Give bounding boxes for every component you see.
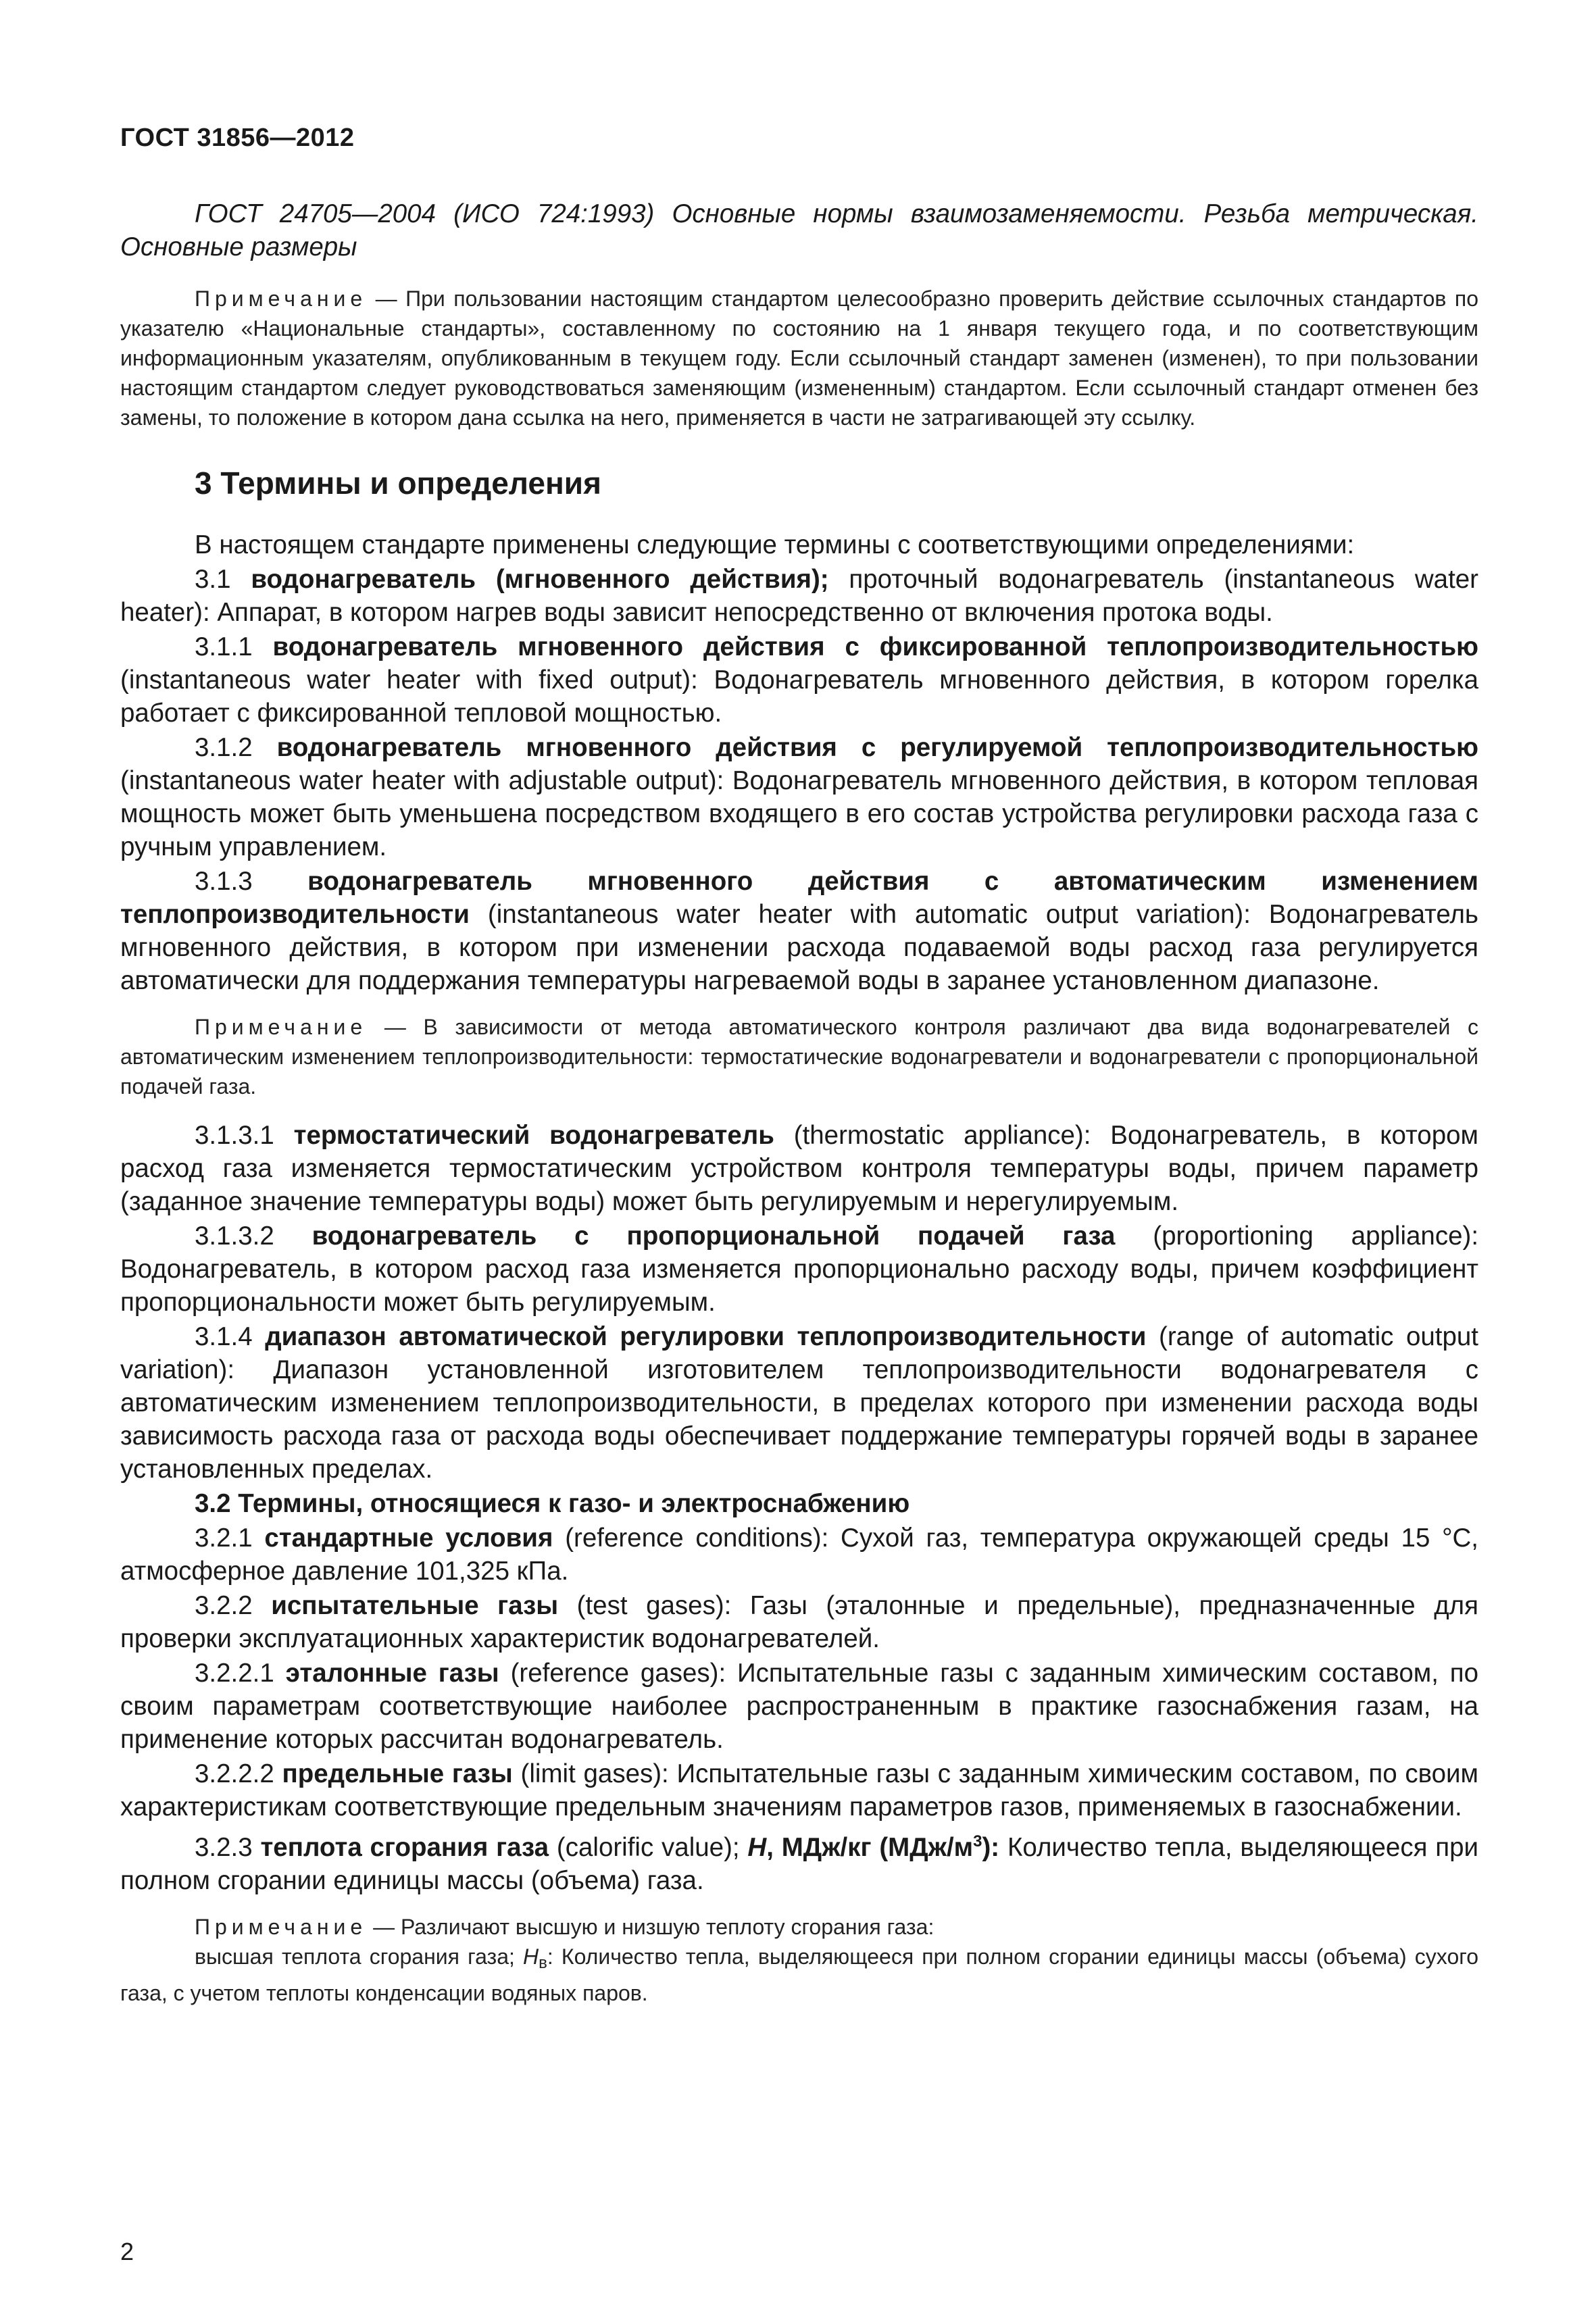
term-name: стандартные условия	[264, 1524, 553, 1553]
term-3-1	[120, 563, 1478, 629]
note-label: Примечание	[195, 1015, 368, 1039]
note-label: Примечание	[195, 286, 368, 311]
term-3-1-1	[120, 630, 1478, 730]
term-name: водонагреватель мгновенного действия с регулируемой теплопроизводительностью	[276, 733, 1478, 762]
term-name: предельные газы	[282, 1759, 513, 1788]
term-name: эталонные газы	[285, 1659, 499, 1688]
term-definition: (thermostatic appliance): Водонагреватель, в котором расход газа изменяется термостатическим устройством контроля температуры воды, причем параметр (заданное значение температуры воды) может быть регулируемым и нерегулируемым.	[120, 1121, 1478, 1216]
term-3-1-4	[120, 1320, 1478, 1486]
term-3-1-2	[120, 731, 1478, 863]
term-number: 3.2.1	[195, 1524, 265, 1553]
term-name: водонагреватель с пропорциональной подачей газа	[311, 1222, 1116, 1251]
page-number: 2	[120, 2238, 134, 2265]
subsection-heading: 3.2 Термины, относящиеся к газо- и электроснабжению	[195, 1489, 910, 1518]
term-definition: (reference gases): Испытательные газы с заданным химическим составом, по своим параметрам соответствующие наиболее распространенным в практике газоснабжения газам, на применение которых рассчитан водонагреватель.	[120, 1659, 1479, 1754]
term-definition: (instantaneous water heater with adjustable output): Водонагреватель мгновенного действия, в котором тепловая мощность может быть уменьшена посредством входящего в его состав устройства регулировки расхода газа с ручным управлением.	[120, 766, 1478, 861]
note-label: Примечание	[195, 1915, 368, 1939]
term-units-close: ):	[982, 1833, 1000, 1862]
spacer	[120, 999, 1478, 1012]
term-name: диапазон автоматической регулировки теплопроизводительности	[265, 1322, 1147, 1351]
term-units-superscript: 3	[973, 1832, 982, 1851]
term-definition: (range of automatic output variation): Диапазон установленной изготовителем теплопроизводительности водонагревателя с автоматическим изменением теплопроизводительности, в пределах которого при изменении расхода воды зависимость расхода газа от расхода воды обеспечивает поддержание температуры горячей воды в заранее установленных пределах.	[120, 1322, 1479, 1484]
term-number: 3.1.1	[195, 632, 273, 661]
term-name: испытательные газы	[271, 1591, 559, 1620]
term-name: термостатический водонагреватель	[293, 1121, 774, 1150]
note-calorific-value	[120, 1912, 1478, 1942]
normative-reference: ГОСТ 24705—2004 (ИСО 724:1993) Основные нормы взаимозаменяемости. Резьба метрическая. Основные размеры	[120, 199, 1478, 261]
term-english: (calorific value);	[549, 1833, 748, 1862]
note-symbol-subscript: в	[539, 1954, 547, 1972]
term-symbol: H	[747, 1833, 767, 1862]
term-definition: (instantaneous water heater with automatic output variation): Водонагреватель мгновенного действия, в котором при изменении расхода подаваемой воды расход газа регулируется автоматически для поддержания температуры нагреваемой воды в заранее установленном диапазоне.	[120, 900, 1478, 995]
term-number: 3.2.3	[195, 1833, 261, 1862]
note-text: — При пользовании настоящим стандартом целесообразно проверить действие ссылочных стандартов по указателю «Национальные стандарты», составленному по состоянию на 1 января текущего года, и по соответствующим информационным указателям, опубликованным в текущем году. Если ссылочный стандарт заменен (изменен), то при пользовании настоящим стандартом следует руководствоваться заменяющим (измененным) стандартом. Если ссылочный стандарт отменен без замены, то положение в котором дана ссылка на него, применяется в части не затрагивающей эту ссылку.	[120, 286, 1478, 430]
note-symbol: H	[523, 1944, 539, 1969]
term-name: теплота сгорания газа	[260, 1833, 549, 1862]
term-definition: (test gases): Газы (эталонные и предельные), предназначенные для проверки эксплуатационных характеристик водонагревателей.	[120, 1591, 1478, 1653]
term-name: водонагреватель мгновенного действия с фиксированной теплопроизводительностью	[272, 632, 1478, 661]
term-definition: (proportioning appliance): Водонагреватель, в котором расход газа изменяется пропорционально расходу воды, причем коэффициент пропорциональности может быть регулируемым.	[120, 1222, 1479, 1317]
term-number: 3.2.2	[195, 1591, 272, 1620]
section-heading: 3 Термины и определения	[195, 466, 601, 501]
note-line2-start: высшая теплота сгорания газа;	[195, 1944, 524, 1969]
spacer	[120, 1101, 1478, 1119]
document-id-header: ГОСТ 31856—2012	[120, 124, 355, 152]
term-name: водонагреватель (мгновенного действия);	[251, 565, 829, 594]
note-referenced-standards	[120, 284, 1478, 432]
term-3-2-1	[120, 1521, 1478, 1588]
spacer	[120, 1898, 1478, 1912]
note-line2-end: : Количество тепла, выделяющееся при полном сгорании единицы массы (объема) сухого газа, с учетом теплоты конденсации водяных паров.	[120, 1944, 1479, 2005]
term-number: 3.1.3	[195, 867, 308, 896]
term-3-2-2	[120, 1589, 1478, 1655]
term-3-2-2-2	[120, 1757, 1478, 1823]
term-3-1-3	[120, 865, 1478, 997]
term-number: 3.2.2.1	[195, 1659, 286, 1688]
term-definition: проточный водонагреватель (instantaneous water heater): Аппарат, в котором нагрев воды зависит непосредственно от включения протока воды.	[120, 565, 1478, 627]
term-name: водонагреватель мгновенного действия с автоматическим изменением теплопроизводительности	[120, 867, 1479, 929]
term-number: 3.1.2	[195, 733, 277, 762]
term-number: 3.1.3.2	[195, 1222, 312, 1251]
section-intro: В настоящем стандарте применены следующие термины с соответствующими определениями:	[195, 530, 1355, 559]
term-number: 3.1.3.1	[195, 1121, 294, 1150]
term-definition: (instantaneous water heater with fixed output): Водонагреватель мгновенного действия, в котором горелка работает с фиксированной тепловой мощностью.	[120, 665, 1478, 728]
term-3-1-3-2	[120, 1219, 1478, 1319]
term-3-2-2-1	[120, 1657, 1478, 1756]
term-3-1-3-1	[120, 1119, 1478, 1218]
page-content	[120, 197, 1478, 2008]
term-definition: (limit gases): Испытательные газы с заданным химическим составом, по своим характеристикам соответствующие предельным значениям параметров газов, применяемых в газоснабжении.	[120, 1759, 1478, 1821]
term-number: 3.1	[195, 565, 251, 594]
note-text: — В зависимости от метода автоматического контроля различают два вида водонагревателей с автоматическим изменением теплопроизводительности: термостатические водонагреватели и водонагреватели с пропорциональной подачей газа.	[120, 1015, 1478, 1099]
note-calorific-value-line2	[120, 1942, 1478, 2008]
term-number: 3.2.2.2	[195, 1759, 282, 1788]
note-automatic-control	[120, 1012, 1478, 1101]
note-text: — Различают высшую и низшую теплоту сгорания газа:	[367, 1915, 934, 1939]
term-3-2-3	[120, 1825, 1478, 1897]
term-units: , МДж/кг (МДж/м	[766, 1833, 974, 1862]
term-definition: (reference conditions): Сухой газ, температура окружающей среды 15 °С, атмосферное давление 101,325 кПа.	[120, 1524, 1478, 1586]
term-definition: Количество тепла, выделяющееся при полном сгорании единицы массы (объема) газа.	[120, 1833, 1478, 1895]
term-number: 3.1.4	[195, 1322, 266, 1351]
